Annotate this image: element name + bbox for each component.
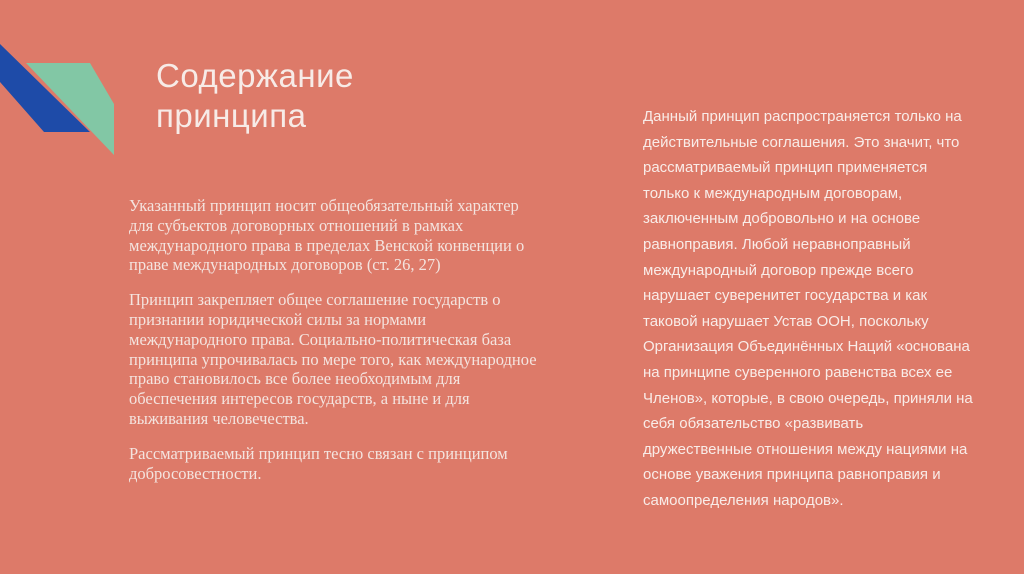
slide-title [156,56,354,136]
decorative-stripes [0,0,130,170]
left-paragraph: Указанный принцип носит общеобязательный характер для субъектов договорных отношений в рамках международного права в пределах Венской конвенции о праве международных договоров (ст. 26, 27) [129,196,525,275]
title-line-1: Содержание [156,57,354,94]
title-line-2: принципа [156,97,307,134]
left-column [129,196,539,498]
left-paragraph: Принцип закрепляет общее соглашение государств о признании юридической силы за нормами международного права. Социально-политическая база принципа упрочивалась по мере того, как международное право становилось все более необходимым для обеспечения интересов государств, а ныне и для выживания человечества. [129,290,537,428]
left-paragraph: Рассматриваемый принцип тесно связан с принципом добросовестности. [129,443,508,483]
right-column-text: Данный принцип распространяется только на действительные соглашения. Это значит, что рассматриваемый принцип применяется только к международным договорам, заключенным добровольно и на основе равноправия. Любой неравноправный международный договор прежде всего нарушает суверенитет государства и как таковой нарушает Устав ООН, поскольку Организация Объединённых Наций «основана на принципе суверенного равенства всех ее Членов», которые, в свою очередь, приняли на себя обязательство «развивать дружественные отношения между нациями на основе уважения принципа равноправия и самоопределения народов». [643,108,973,509]
